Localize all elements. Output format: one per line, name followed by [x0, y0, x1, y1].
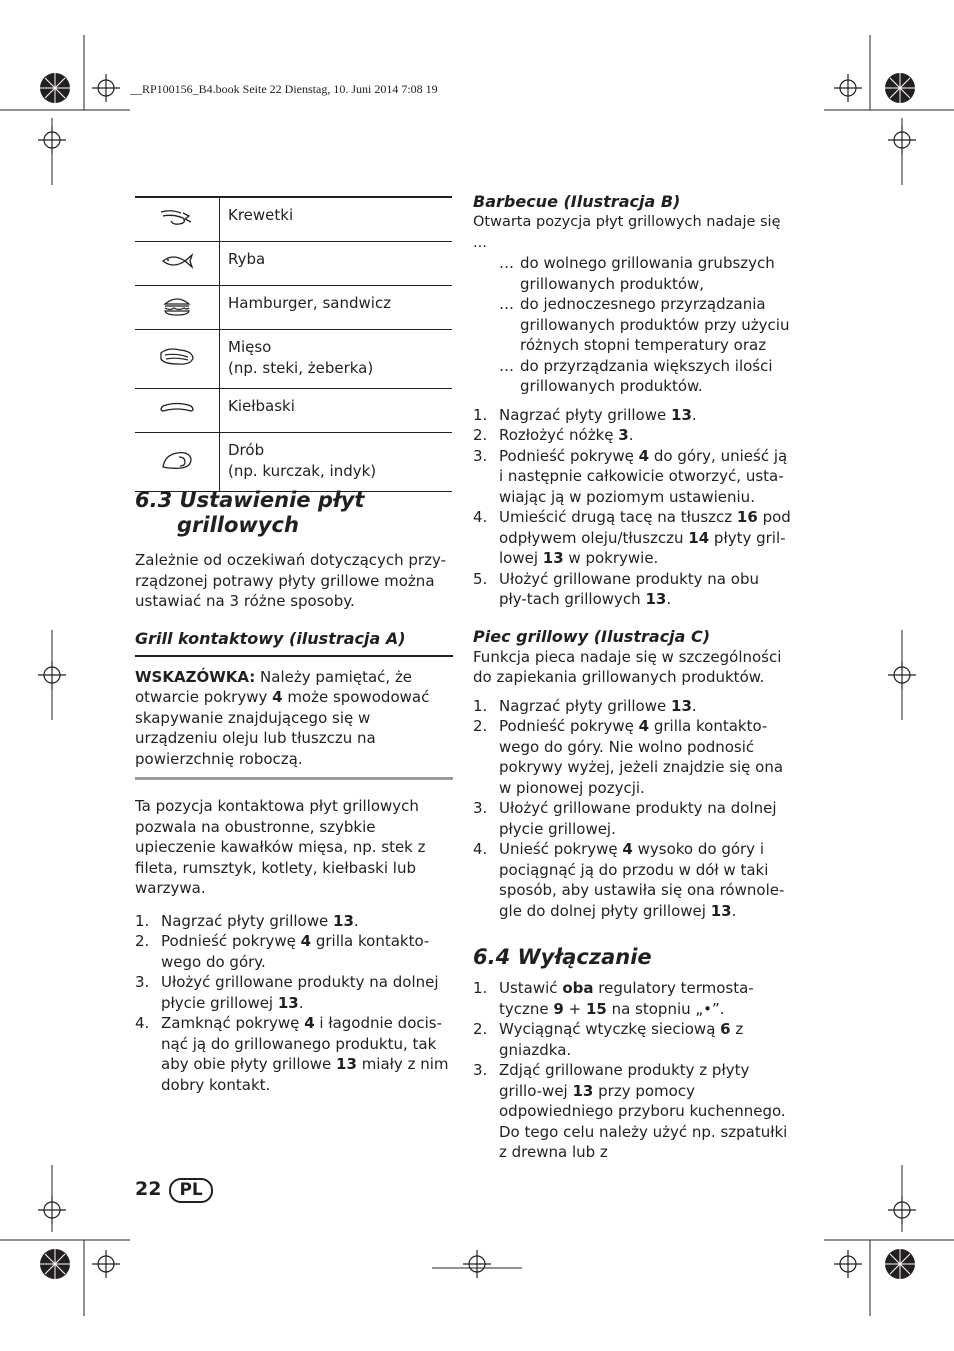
- list-item: 4. Umieścić drugą tacę na tłuszcz 16 pod odpływem oleju/tłuszczu 14 płyty gril-lowej 13 w pokrywie.: [473, 508, 791, 567]
- subsection-title: Piec grillowy (Ilustracja C): [473, 626, 711, 646]
- table-row: [135, 389, 452, 433]
- section-intro: Zależnie od oczekiwań dotyczących przy-rządzonej potrawy płyty grillowe można ustawiać na 3 różne sposoby.: [135, 551, 446, 610]
- table-row: [135, 330, 452, 389]
- section-title: 6.3 Ustawienie płyt grillowych: [135, 488, 365, 537]
- paragraph: Ta pozycja kontaktowa płyt grillowych pozwala na obustronne, szybkie upieczenie kawałków mięsa, np. stek z fileta, rumsztyk, kotlety, kiełbaski lub warzywa.: [135, 797, 426, 897]
- paragraph: Funkcja pieca nadaje się w szczególności do zapiekania grillowanych produktów.: [473, 647, 782, 686]
- food-label: Mięso (np. steki, żeberka): [220, 330, 453, 389]
- food-label: Kiełbaski: [220, 389, 453, 433]
- subsection-title: Barbecue (Ilustracja B): [473, 192, 681, 211]
- list-item: 2. Rozłożyć nóżkę 3.: [473, 426, 634, 444]
- list-item: … do przyrządzania większych ilości grillowanych produktów.: [499, 356, 773, 395]
- right-column: [473, 191, 791, 1163]
- list-item: 5. Ułożyć grillowane produkty na obu pły-tach grillowych 13.: [473, 569, 759, 608]
- list-item: 1. Nagrzać płyty grillowe 13.: [135, 911, 359, 930]
- food-table: [135, 196, 452, 492]
- food-label: Ryba: [220, 242, 453, 286]
- list-item: 1. Ustawić oba regulatory termosta-tyczne 9 + 15 na stopniu „•”.: [473, 979, 754, 1018]
- list-item: 3. Zdjąć grillowane produkty z płyty grillo-wej 13 przy pomocy odpowiedniego przyboru kuchennego. Do tego celu należy użyć np. szpatułki z drewna lub z: [473, 1061, 788, 1161]
- food-label: Hamburger, sandwicz: [220, 286, 453, 330]
- list-item: … do jednoczesnego przyrządzania grillowanych produktów przy użyciu różnych stopni temperatury oraz: [499, 295, 790, 354]
- food-label: Drób (np. kurczak, indyk): [220, 433, 453, 492]
- subsection-title: Grill kontaktowy (ilustracja A): [135, 628, 406, 648]
- table-row: [135, 286, 452, 330]
- list-item: 1. Nagrzać płyty grillowe 13.: [473, 696, 697, 715]
- file-header: __RP100156_B4.book Seite 22 Dienstag, 10. Juni 2014 7:08 19: [130, 82, 438, 96]
- left-column: [135, 196, 453, 492]
- list-item: 3. Podnieść pokrywę 4 do góry, unieść ją i następnie całkowicie otworzyć, usta-wiając ją w poziomym ustawieniu.: [473, 446, 788, 506]
- list-item: … do wolnego grillowania grubszych grillowanych produktów,: [499, 254, 775, 293]
- section-title: 6.4 Wyłączanie: [473, 945, 652, 969]
- steps-list: [473, 405, 791, 610]
- steps-list: [135, 911, 453, 1096]
- list-item: 4. Zamknąć pokrywę 4 i łagodnie docis-nąć ją do grillowanego produktu, tak aby obie płyty grillowe 13 miały z nim dobry kontakt.: [135, 1014, 449, 1094]
- sausage-icon: [159, 401, 195, 415]
- page-footer: [135, 1178, 213, 1203]
- list-item: 2. Wyciągnąć wtyczkę sieciową 6 z gniazdka.: [473, 1020, 744, 1059]
- table-row: [135, 433, 452, 492]
- page-number: 22: [135, 1178, 162, 1200]
- list-item: 3. Ułożyć grillowane produkty na dolnej płycie grillowej.: [473, 799, 777, 838]
- hamburger-icon: [162, 294, 192, 316]
- table-row: [135, 197, 452, 242]
- list-item: 2. Podnieść pokrywę 4 grilla kontakto-wego do góry. Nie wolno podnosić pokrywy wyżej, jeżeli znajdzie się ona w pionowej pozycji.: [473, 717, 784, 797]
- steps-list: [473, 696, 791, 922]
- table-row: [135, 242, 452, 286]
- meat-icon: [158, 345, 196, 367]
- fish-icon: [159, 252, 195, 270]
- paragraph: Otwarta pozycja płyt grillowych nadaje się ...: [473, 214, 781, 251]
- food-label: Krewetki: [220, 197, 453, 242]
- poultry-icon: [159, 447, 195, 471]
- language-badge: PL: [169, 1178, 212, 1203]
- list-item: 2. Podnieść pokrywę 4 grilla kontakto-wego do góry.: [135, 932, 430, 971]
- list-item: 4. Unieść pokrywę 4 wysoko do góry i pociągnąć ją do przodu w dół w taki sposób, aby ustawiła się ona równole-gle do dolnej płyty grillowej 13.: [473, 840, 785, 920]
- note-box: WSKAZÓWKA: Należy pamiętać, że otwarcie pokrywy 4 może spowodować skapywanie znajdującego się w urządzeniu oleju lub tłuszczu na powierzchnię roboczą.: [135, 655, 453, 781]
- section-6-3: [135, 488, 453, 1095]
- dot-list: [473, 253, 791, 397]
- list-item: 3. Ułożyć grillowane produkty na dolnej płycie grillowej 13.: [135, 973, 439, 1012]
- steps-list: [473, 978, 791, 1163]
- shrimp-icon: [159, 207, 195, 227]
- list-item: 1. Nagrzać płyty grillowe 13.: [473, 405, 697, 424]
